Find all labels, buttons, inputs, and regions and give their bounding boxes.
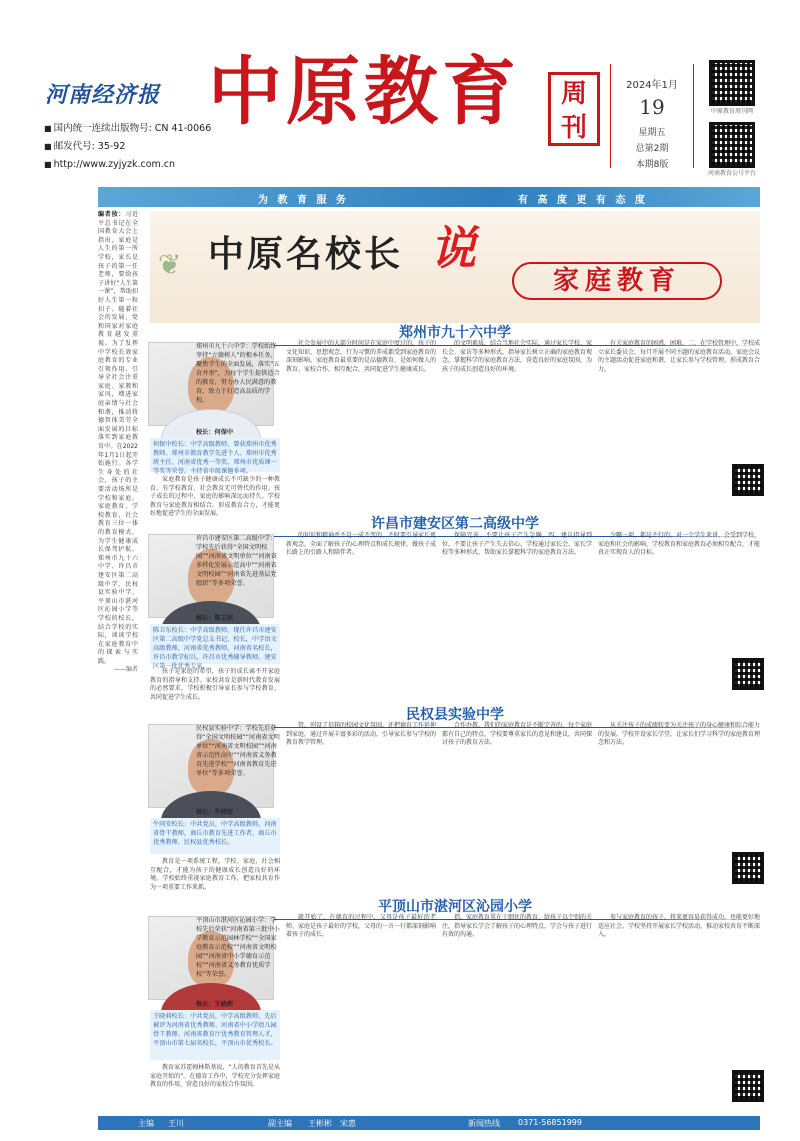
issue-weekday: 星期五 [638,128,666,138]
article-column: 从关注孩子的成绩转变为关注孩子的身心健康和综合能力的发展。学校开设家长学堂，让家长们学习科学的家庭教育理念和方法。 [598,722,761,747]
qr-code-icon [732,852,764,884]
article-column: 的知识和精神并不是一成不变的，不时要引导家长更新观念，全面了解孩子的心理特点和成长规律，做孩子成长路上的引路人和陪伴者。 [286,532,437,557]
principal-name: 校长：何保中 [196,429,234,436]
school-intro: 平顶山市湛河区沁园小学：学校先后荣获“河南省第三批中小学教育示范园林学校”“全国家庭教育示范校”“河南省文明校园”“河南省中小学德育示范校”“河南省义务教育优质学校”等荣誉。 [196,917,280,978]
qr-block-2 [702,122,762,177]
footer-deputy: 王彬彬 宋惠 [308,1119,356,1128]
editor-note-end: ——编者 [113,666,138,674]
issue-pages: 本期8版 [635,160,669,170]
principal-name: 校长：牛同安 [196,809,234,816]
section-title: 许昌市建安区第二高级中学 [150,513,760,537]
video-qr [732,464,764,496]
qr-block-1 [702,60,762,115]
slogan-bar [98,187,760,207]
issue-total: 总第2期 [635,144,669,154]
school-intro: 郑州市九十六中学：学校始终坚持“立德树人”的根本任务，聚焦学生的全面发展，落实“五育并举”，为每个学生提供适合的教育，努力办人民满意的教育，致力于打造高品质的学校。 [196,343,280,404]
editor-note [98,211,138,1111]
video-qr [732,852,764,884]
section-title: 郑州市九十六中学 [150,322,760,346]
article-column: 有关家庭教育的困惑，困难。二、在学校管理中，学校成立家长委员会，每月开展不同主题的家庭教育活动，家庭会议的主题活动促进家庭和谐，让家长参与学校管理，形成教育合力。 [598,340,761,373]
footer-bar [98,1116,760,1130]
leaf-icon: ❦ [158,248,182,281]
article-column: 社会发展中的大部分时间是在家庭中度过的，孩子的文化知识、思想观念、行为习惯的养成都受到家庭教育的深刻影响。家庭教育最重要的是品德教育，是如何做人的教育。家校合作，相互配合，共同促进学生健康成长。 [286,340,437,373]
issue-day: 19 [639,95,665,119]
title-tag: 周刊 [548,72,600,146]
paper-name: 河南经济报 [45,82,161,108]
article-column: 少哪一项，都是不行的。对一个学生来讲，会受到学校、家庭和社会的影响，学校教育和家庭教育必须相互配合，才能真正实现育人的目标。 [598,532,761,557]
article-column: 教育家苏霍姆林斯基说，“人的教育首先是从家庭开始的”。在德育工作中，学校充分发挥家庭教育的作用，营造良好的家校合作氛围。 [150,1064,280,1089]
footer-hotline-label: 新闻热线 [468,1119,500,1128]
qr-code-icon [709,122,755,168]
qr-code-icon [732,658,764,690]
principal-name: 校长：陈卫东 [196,615,234,622]
section-title: 民权县实验中学 [150,704,760,728]
cn-number: ■ 国内统一连续出版物号: CN 41-0066 [44,120,211,138]
footer-deputy-label: 副主编 [268,1119,292,1128]
postal-code: ■ 邮发代号: 35-92 [44,138,211,156]
banner-highlight: 说 [430,221,476,275]
article-column: 家庭教育是孩子健康成长不可缺少的一种教育，有学校教育、社会教育无可替代的作用。孩子成长的过程中，家庭的影响深远而持久。学校教育与家庭教育相结合，形成教育合力，才能更好地促进学生的全面发展。 [150,476,280,518]
issue-date: 2024年1月 [626,80,678,91]
principal-name: 校长：王晓莉 [196,1001,234,1008]
article-column: 参与家庭教育的孩子，将来更容易获得成功，也能更好地适应社会。学校坚持开展家长学校活动，推动家校共育不断深入。 [598,914,761,939]
principal-intro: 牛同安校长：中共党员，中学高级教师，河南省骨干教师，商丘市教育先进工作者，商丘市优秀教师，民权县优秀校长。 [150,818,280,854]
editor-note-text: 习近平总书记在全国教育大会上指出，家庭是人生的第一所学校，家长是孩子的第一任老师，要给孩子讲好“人生第一课”，帮助扣好人生第一粒扣子。随着社会的发展，党和国家对家庭教育越发重视。为了发挥中学校长效家庭教育的专业引领作用，引导全社会注重家庭、家教和家风，增进家庭亲情与社会和谐，推动将德智体美劳全面发展的目标落实到家庭教育中。在2022年1月1日起开始施行。各学生身处的社会，孩子的主要活动场所是学校和家庭。家庭教育、学校教育、社会教育三位一体的教育模式，为学生健康成长保驾护航。郑州市九十六中学、许昌市建安区第二高级中学、民权县实验中学、平顶山市湛河区沁园小学等学校的校长，结合学校的实际，谈谈学校在家庭教育中的探索与实践。 [98,211,138,665]
section-title: 平顶山市湛河区沁园小学 [150,896,760,920]
footer-editor: 王川 [168,1119,184,1128]
article-column: 的文明素质，结合当地社会实际，通过家长学校、家长会、家访等多种形式，指导家长树立正确的家庭教育观念，掌握科学的家庭教育方法，营造良好的家庭氛围，为孩子的成长创造良好的环境。 [442,340,593,373]
website-link[interactable]: ■ http://www.zyjyzk.com.cn [44,156,211,174]
masthead-info [44,120,211,174]
article-column: 就开始了，在德育的过程中，父母是孩子最好的老师，家庭是孩子最好的学校，父母的一言一行都深刻影响着孩子的成长。 [286,914,437,939]
slogan-left: 为 教 育 服 务 [258,195,349,206]
banner-subtitle: 家庭教育 [512,262,722,300]
video-qr [732,658,764,690]
page-title: 中原教育 [208,49,520,135]
qr-caption: 河南教育公号平台 [707,170,756,177]
footer-hotline: 0371-56851999 [518,1118,582,1127]
issue-box [610,64,694,168]
school-intro: 许昌市建安区第二高级中学：学校先后获得“全国文明校园”“河南省文明单位”“河南省多样化发展示范高中”“河南省文明校园”“河南省先进基层党组织”等多项荣誉。 [196,535,277,587]
article-column: 教育是一项系统工程，学校、家庭、社会相互配合，才能为孩子的健康成长创造良好的环境。学校始终重视家庭教育工作，把家校共育作为一项重要工作来抓。 [150,858,280,891]
article-column: 指，家庭教育重在于细化的教育，给孩子以个别的关注，指导家长学会了解孩子的心理特点，学会与孩子进行有效的沟通。 [442,914,593,939]
slogan-right: 有 高 度 更 有 态 度 [518,195,648,206]
qr-code-icon [732,464,764,496]
qr-code-icon [732,1070,764,1102]
qr-code-icon [709,60,755,106]
article-column: 孩子是家庭的希望，孩子的成长离不开家庭教育的指导和支持。家校共育是新时代教育发展的必然要求，学校积极引导家长参与学校教育，共同促进学生成长。 [150,668,280,701]
editor-note-head: 编者按： [98,211,126,218]
article-column: 管，创设了信箱的校园文化氛围。还把德育工作延伸到家庭，通过开展丰富多彩的活动，引导家长参与学校的教育教学管理。 [286,722,437,747]
article-column: 合作办教。我们的家庭教育是不断完善的，每个家庭都有自己的特点，学校要尊重家长的意见和建议，共同探讨孩子的教育方法。 [442,722,593,747]
footer-editor-label: 主编 [138,1119,154,1128]
video-qr [732,1070,764,1102]
qr-caption: 中原教育周刊网 [710,108,753,115]
article-column: 保障完善，不要让孩子产生急躁，四、建议指导到位，不要让孩子产生失去信心。学校通过家长会、家长学校等多种形式，帮助家长掌握科学的家庭教育方法。 [442,532,593,557]
banner-title: 中原名校长 [208,233,404,275]
school-intro: 民权县实验中学：学校先后获得“全国文明校园”“河南省文明单位”“河南省文明校园”“河南省示范性高中”“河南省义务教育先进学校”“河南省教育先进单位”等多项荣誉。 [196,725,280,777]
principal-intro: 何保中校长：中学高级教师，曾获郑州市优秀教师、郑州市教育教学先进个人、郑州市优秀班主任、河南省优秀一等奖、郑州市优质课一等奖等荣誉。主持省市级课题多项。 [150,438,280,472]
principal-intro: 陈卫东校长：中学高级教师，现任许昌市建安区第二高级中学党总支书记、校长，中学语文高级教师，河南省优秀教师，河南省名校长，许昌市教学标兵，许昌市优秀辅导教师，建安区第一批优秀专家。 [150,624,280,664]
principal-intro: 王晓莉校长：中共党员，中学高级教师，先后被评为河南省优秀教师、河南省中小学幼儿园骨干教师、河南省教育厅优秀教育管理人才，平顶山市第七届名校长，平顶山市优秀校长。 [150,1010,280,1060]
